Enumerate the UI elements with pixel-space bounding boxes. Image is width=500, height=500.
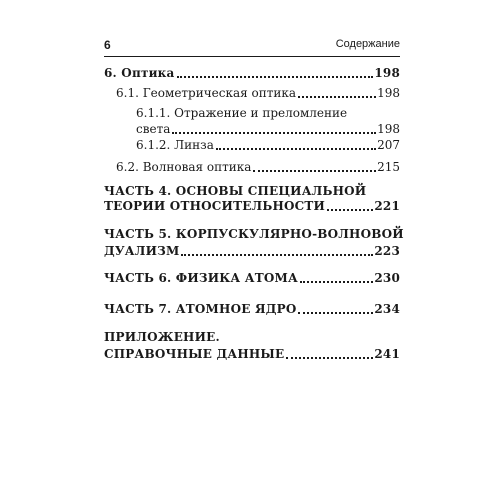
toc-entry-optika[interactable] [104,63,400,81]
toc-entry-page: 198 [377,86,400,100]
dot-leader [298,88,376,98]
header-rule [104,56,400,57]
toc-entry-part4-line1[interactable]: ЧАСТЬ 4. ОСНОВЫ СПЕЦИАЛЬНОЙ [104,184,367,198]
toc-entry-page: 198 [377,122,400,136]
dot-leader [177,68,374,78]
page-number: 6 [104,38,111,52]
toc-entry-title: ЧАСТЬ 7. АТОМНОЕ ЯДРО [104,302,297,316]
toc-entry-page: 234 [374,302,400,316]
toc-entry-title: ДУАЛИЗМ [104,244,180,258]
toc-entry-title: 6. Оптика [104,66,175,80]
dot-leader [216,140,376,150]
toc-entry-appendix-line1[interactable]: ПРИЛОЖЕНИЕ. [104,330,220,344]
toc-entry-geom-optika[interactable] [116,83,400,101]
toc-entry-volnovaya-optika[interactable] [116,157,400,175]
dot-leader [181,246,373,256]
toc-entry-title: ЧАСТЬ 6. ФИЗИКА АТОМА [104,271,298,285]
toc-entry-title: 6.1. Геометрическая оптика [116,86,297,100]
toc-entry-page: 207 [377,138,400,152]
page-header [104,38,400,54]
toc-entry-page: 221 [374,199,400,213]
toc-entry-title: 6.1.2. Линза [136,138,214,152]
running-title: Содержание [335,38,400,50]
dot-leader [327,201,373,211]
dot-leader [253,162,376,172]
toc-entry-title: СПРАВОЧНЫЕ ДАННЫЕ [104,347,285,361]
dot-leader [298,304,373,314]
toc-entry-part6[interactable] [104,268,400,286]
toc-entry-page: 241 [374,347,400,361]
toc-entry-appendix[interactable] [104,344,400,362]
toc-entry-part7[interactable] [104,299,400,317]
dot-leader [172,124,376,134]
dot-leader [286,349,373,359]
toc-entry-part4[interactable] [104,196,400,214]
toc-entry-part5-line1[interactable]: ЧАСТЬ 5. КОРПУСКУЛЯРНО-ВОЛНОВОЙ [104,227,404,241]
dot-leader [300,273,373,283]
toc-entry-page: 230 [374,271,400,285]
toc-entry-title: 6.2. Волновая оптика [116,160,252,174]
toc-entry-part5[interactable] [104,241,400,259]
toc-entry-otrazhenie-line1[interactable]: 6.1.1. Отражение и преломление [136,106,348,120]
toc-entry-title: ТЕОРИИ ОТНОСИТЕЛЬНОСТИ [104,199,326,213]
toc-entry-linza[interactable] [136,135,400,153]
toc-entry-page: 223 [374,244,400,258]
toc-entry-page: 198 [374,66,400,80]
toc-entry-page: 215 [377,160,400,174]
toc-entry-title: света [136,122,171,136]
